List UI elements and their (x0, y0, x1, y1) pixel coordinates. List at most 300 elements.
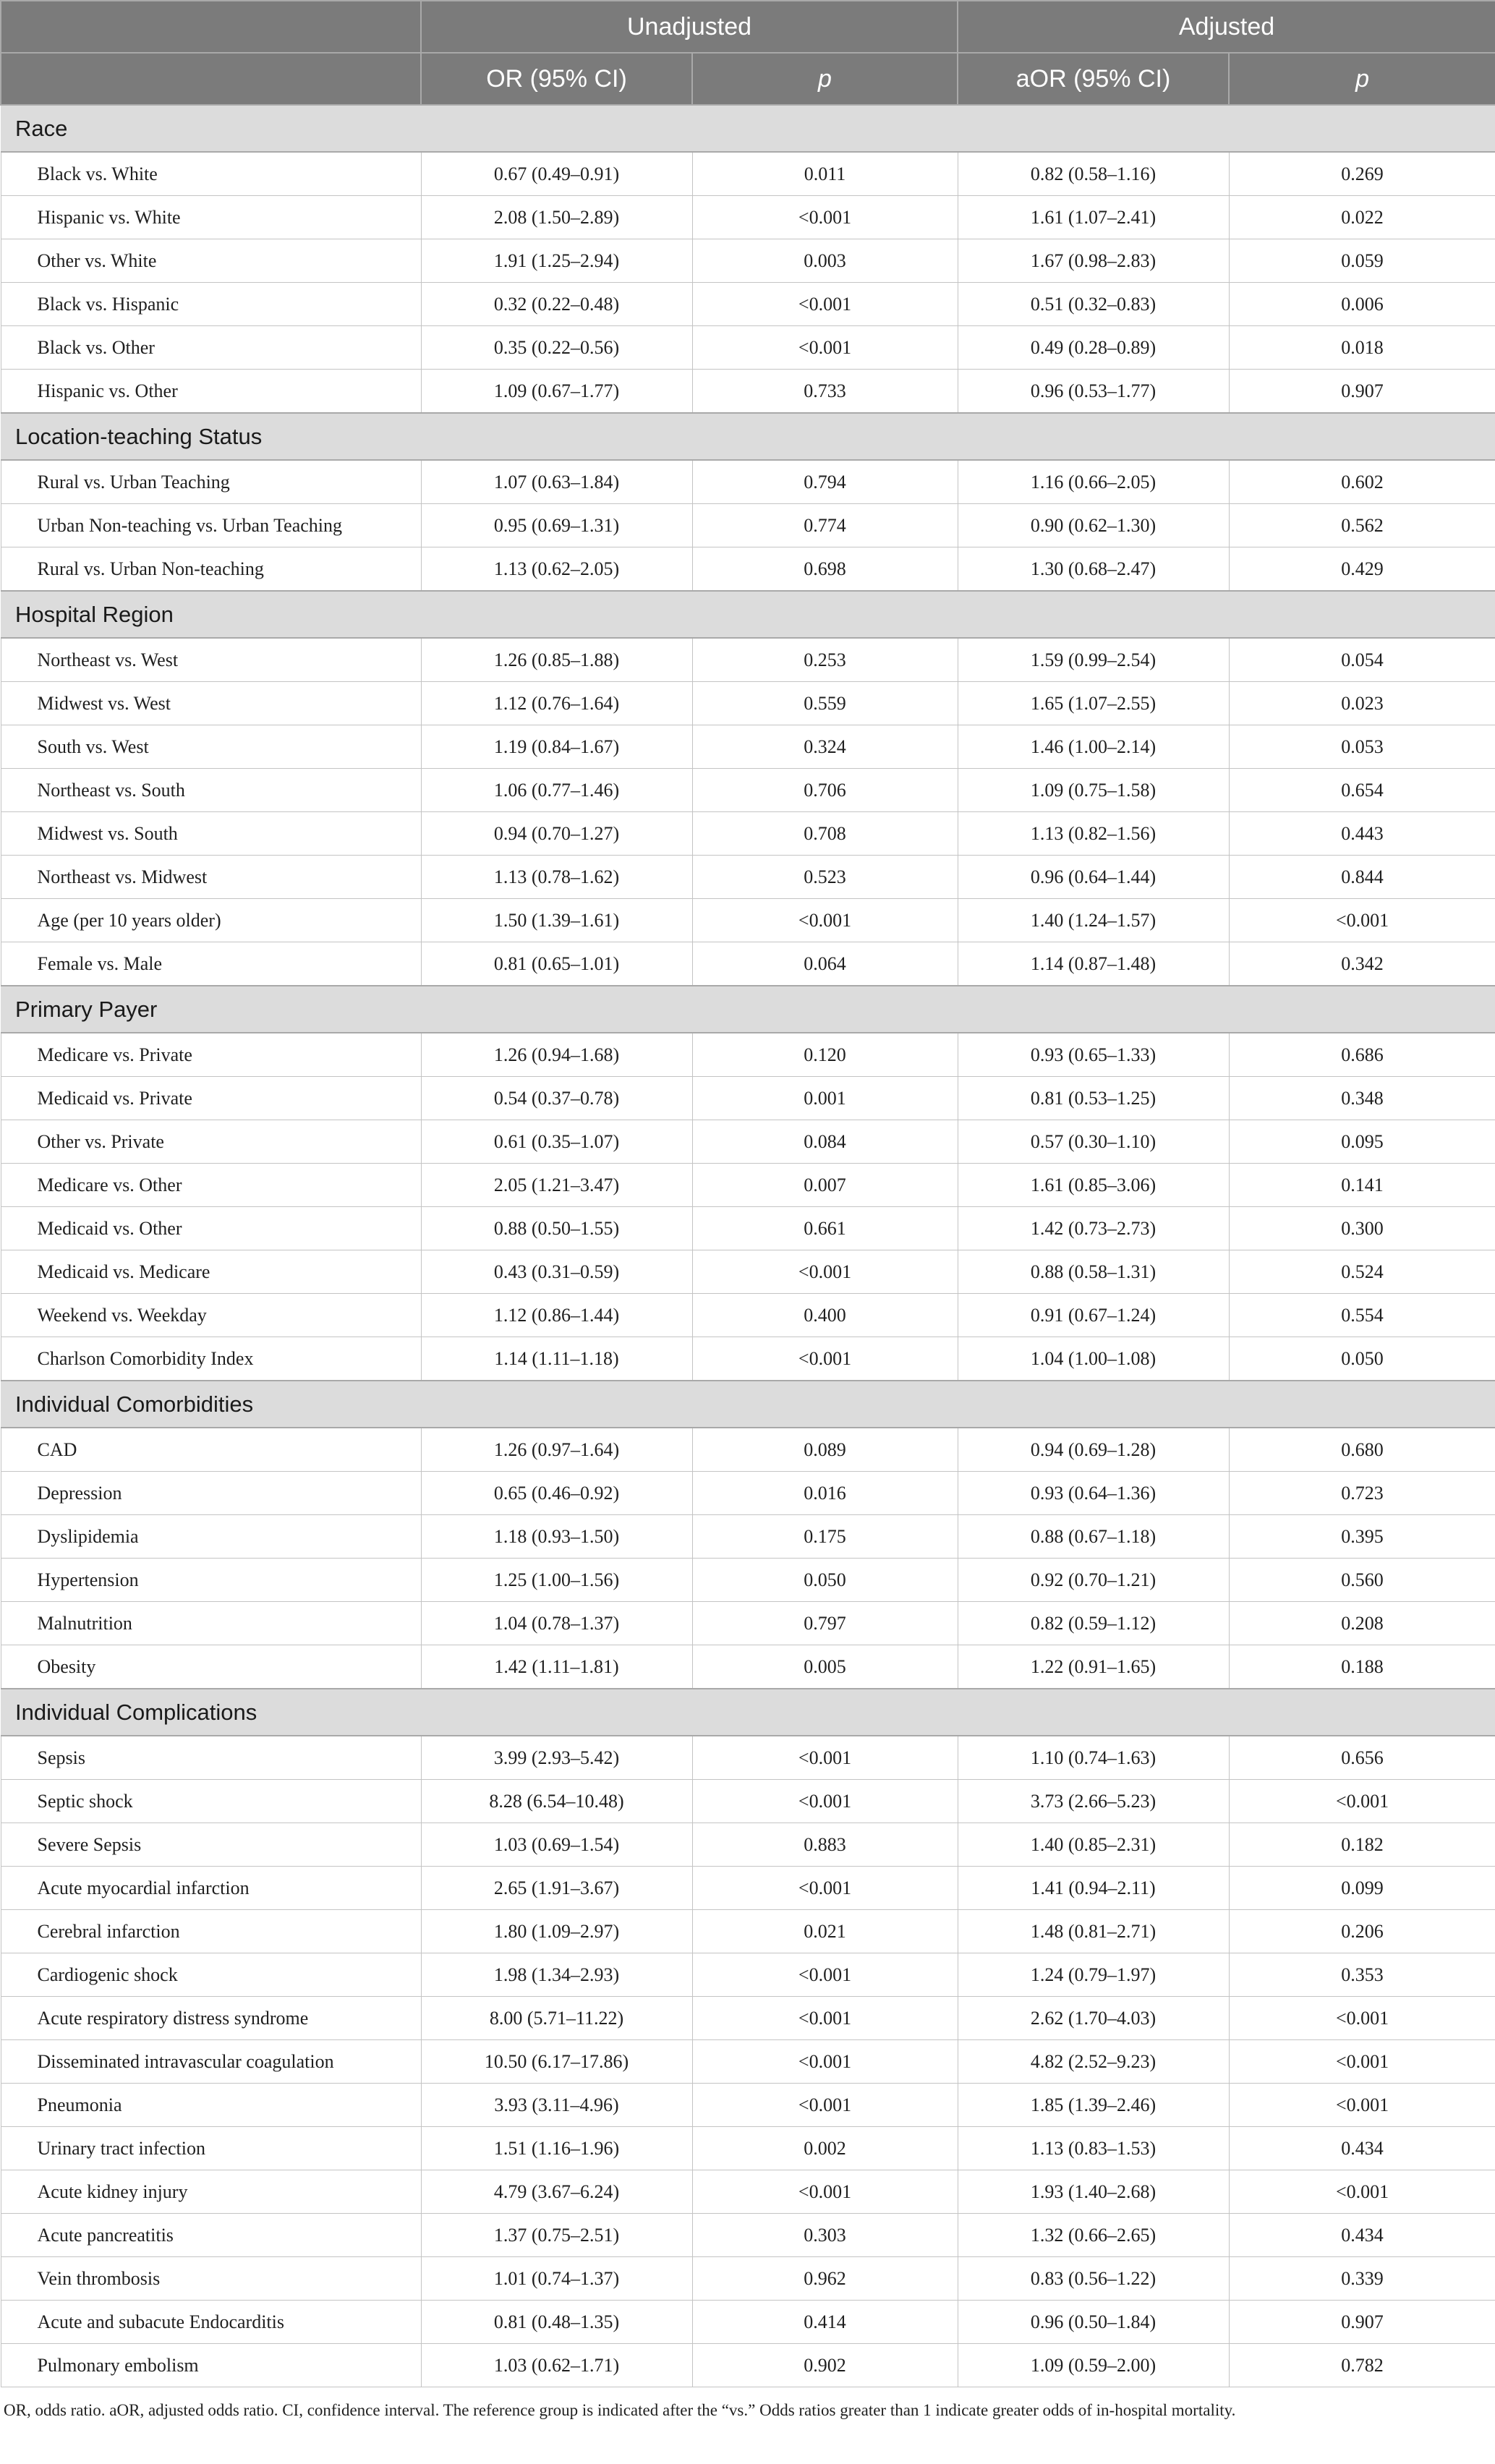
p-value-unadjusted: <0.001 (692, 283, 958, 326)
p-value-adjusted: 0.208 (1229, 1602, 1495, 1645)
p-value-adjusted: 0.206 (1229, 1910, 1495, 1953)
p-value-unadjusted: 0.559 (692, 682, 958, 725)
aor-ci-value: 0.91 (0.67–1.24) (958, 1294, 1229, 1337)
aor-ci-value: 0.96 (0.50–1.84) (958, 2301, 1229, 2344)
row-label: Northeast vs. South (1, 769, 421, 812)
or-ci-value: 1.03 (0.62–1.71) (421, 2344, 692, 2387)
aor-ci-value: 1.41 (0.94–2.11) (958, 1867, 1229, 1910)
or-ci-value: 3.99 (2.93–5.42) (421, 1736, 692, 1780)
or-ci-value: 0.43 (0.31–0.59) (421, 1250, 692, 1294)
aor-ci-value: 1.59 (0.99–2.54) (958, 638, 1229, 682)
p-value-adjusted: 0.095 (1229, 1120, 1495, 1164)
p-value-unadjusted: 0.523 (692, 856, 958, 899)
p-value-adjusted: 0.524 (1229, 1250, 1495, 1294)
row-label: Medicaid vs. Other (1, 1207, 421, 1250)
row-label: Cardiogenic shock (1, 1953, 421, 1997)
row-label: Obesity (1, 1645, 421, 1689)
table-row (1, 2301, 1495, 2344)
p-value-unadjusted: 0.003 (692, 239, 958, 283)
table-row (1, 769, 1495, 812)
row-label: Midwest vs. South (1, 812, 421, 856)
p-value-adjusted: 0.342 (1229, 942, 1495, 986)
table-row (1, 1515, 1495, 1559)
aor-ci-value: 1.22 (0.91–1.65) (958, 1645, 1229, 1689)
table-row (1, 942, 1495, 986)
or-ci-value: 1.80 (1.09–2.97) (421, 1910, 692, 1953)
p-value-unadjusted: <0.001 (692, 2040, 958, 2084)
row-label: Cerebral infarction (1, 1910, 421, 1953)
table-row (1, 2084, 1495, 2127)
or-ci-value: 1.12 (0.76–1.64) (421, 682, 692, 725)
p-value-unadjusted: <0.001 (692, 2170, 958, 2214)
table-row (1, 1645, 1495, 1689)
p-value-unadjusted: <0.001 (692, 899, 958, 942)
table-row (1, 1997, 1495, 2040)
table-row (1, 1033, 1495, 1077)
section-title: Race (1, 105, 1495, 152)
p-value-adjusted: 0.907 (1229, 2301, 1495, 2344)
or-ci-value: 1.12 (0.86–1.44) (421, 1294, 692, 1337)
header-blank-2 (1, 53, 421, 105)
row-label: Pulmonary embolism (1, 2344, 421, 2387)
table-row (1, 283, 1495, 326)
p-value-unadjusted: 0.021 (692, 1910, 958, 1953)
row-label: Midwest vs. West (1, 682, 421, 725)
p-value-adjusted: 0.188 (1229, 1645, 1495, 1689)
p-value-adjusted: 0.562 (1229, 504, 1495, 547)
p-value-unadjusted: 0.774 (692, 504, 958, 547)
table-row (1, 2127, 1495, 2170)
p-value-adjusted: 0.348 (1229, 1077, 1495, 1120)
p-value-unadjusted: 0.661 (692, 1207, 958, 1250)
row-label: Black vs. Hispanic (1, 283, 421, 326)
or-ci-value: 1.14 (1.11–1.18) (421, 1337, 692, 1381)
p-value-adjusted: <0.001 (1229, 2040, 1495, 2084)
or-ci-value: 1.37 (0.75–2.51) (421, 2214, 692, 2257)
section-header-row (1, 986, 1495, 1033)
p-value-adjusted: 0.053 (1229, 725, 1495, 769)
row-label: CAD (1, 1428, 421, 1472)
row-label: Dyslipidemia (1, 1515, 421, 1559)
or-ci-value: 1.19 (0.84–1.67) (421, 725, 692, 769)
or-ci-value: 0.88 (0.50–1.55) (421, 1207, 692, 1250)
aor-ci-value: 4.82 (2.52–9.23) (958, 2040, 1229, 2084)
aor-ci-value: 1.67 (0.98–2.83) (958, 239, 1229, 283)
row-label: Rural vs. Urban Non-teaching (1, 547, 421, 592)
row-label: Female vs. Male (1, 942, 421, 986)
or-ci-value: 1.03 (0.69–1.54) (421, 1823, 692, 1867)
row-label: South vs. West (1, 725, 421, 769)
p-value-unadjusted: 0.050 (692, 1559, 958, 1602)
or-ci-value: 1.50 (1.39–1.61) (421, 899, 692, 942)
row-label: Acute pancreatitis (1, 2214, 421, 2257)
p-value-unadjusted: <0.001 (692, 1337, 958, 1381)
table-row (1, 1472, 1495, 1515)
aor-ci-value: 1.61 (1.07–2.41) (958, 196, 1229, 239)
aor-ci-value: 1.65 (1.07–2.55) (958, 682, 1229, 725)
p-value-unadjusted: 0.002 (692, 2127, 958, 2170)
table-row (1, 1559, 1495, 1602)
table-row (1, 1780, 1495, 1823)
row-label: Other vs. Private (1, 1120, 421, 1164)
row-label: Urinary tract infection (1, 2127, 421, 2170)
section-title: Hospital Region (1, 591, 1495, 638)
table-row (1, 239, 1495, 283)
p-value-unadjusted: <0.001 (692, 1953, 958, 1997)
p-value-unadjusted: <0.001 (692, 1780, 958, 1823)
p-value-unadjusted: 0.797 (692, 1602, 958, 1645)
p-value-unadjusted: 0.089 (692, 1428, 958, 1472)
p-value-unadjusted: 0.120 (692, 1033, 958, 1077)
header-aor-ci: aOR (95% CI) (958, 53, 1229, 105)
or-ci-value: 0.61 (0.35–1.07) (421, 1120, 692, 1164)
footnote-row (1, 2387, 1495, 2426)
p-value-adjusted: 0.656 (1229, 1736, 1495, 1780)
aor-ci-value: 0.96 (0.53–1.77) (958, 370, 1229, 414)
table-footnote: OR, odds ratio. aOR, adjusted odds ratio. CI, confidence interval. The reference group is indicated after the “vs.” Odds ratios greater than 1 indicate greater odds of in-hospital mortality. (4, 2401, 1236, 2419)
aor-ci-value: 0.88 (0.58–1.31) (958, 1250, 1229, 1294)
table-header (1, 1, 1495, 105)
aor-ci-value: 1.46 (1.00–2.14) (958, 725, 1229, 769)
or-ci-value: 1.98 (1.34–2.93) (421, 1953, 692, 1997)
p-value-adjusted: 0.560 (1229, 1559, 1495, 1602)
row-label: Hispanic vs. Other (1, 370, 421, 414)
table-row (1, 1867, 1495, 1910)
p-value-unadjusted: <0.001 (692, 1867, 958, 1910)
or-ci-value: 0.67 (0.49–0.91) (421, 152, 692, 196)
aor-ci-value: 0.88 (0.67–1.18) (958, 1515, 1229, 1559)
row-label: Medicare vs. Private (1, 1033, 421, 1077)
aor-ci-value: 1.32 (0.66–2.65) (958, 2214, 1229, 2257)
section-header-row (1, 1381, 1495, 1428)
header-p-adjusted: p (1229, 53, 1495, 105)
aor-ci-value: 0.82 (0.59–1.12) (958, 1602, 1229, 1645)
aor-ci-value: 1.40 (0.85–2.31) (958, 1823, 1229, 1867)
row-label: Vein thrombosis (1, 2257, 421, 2301)
or-ci-value: 1.26 (0.97–1.64) (421, 1428, 692, 1472)
or-ci-value: 2.08 (1.50–2.89) (421, 196, 692, 239)
table-row (1, 2040, 1495, 2084)
row-label: Disseminated intravascular coagulation (1, 2040, 421, 2084)
row-label: Age (per 10 years older) (1, 899, 421, 942)
aor-ci-value: 1.13 (0.82–1.56) (958, 812, 1229, 856)
p-value-adjusted: 0.782 (1229, 2344, 1495, 2387)
table-row (1, 547, 1495, 592)
p-value-unadjusted: 0.324 (692, 725, 958, 769)
section-header-row (1, 1689, 1495, 1736)
aor-ci-value: 0.51 (0.32–0.83) (958, 283, 1229, 326)
or-ci-value: 0.32 (0.22–0.48) (421, 283, 692, 326)
table-row (1, 1910, 1495, 1953)
aor-ci-value: 1.10 (0.74–1.63) (958, 1736, 1229, 1780)
p-value-adjusted: 0.429 (1229, 547, 1495, 592)
row-label: Charlson Comorbidity Index (1, 1337, 421, 1381)
table-row (1, 1250, 1495, 1294)
or-ci-value: 3.93 (3.11–4.96) (421, 2084, 692, 2127)
aor-ci-value: 0.92 (0.70–1.21) (958, 1559, 1229, 1602)
p-value-unadjusted: 0.084 (692, 1120, 958, 1164)
header-blank (1, 1, 421, 53)
row-label: Black vs. Other (1, 326, 421, 370)
or-ci-value: 8.00 (5.71–11.22) (421, 1997, 692, 2040)
row-label: Acute myocardial infarction (1, 1867, 421, 1910)
p-value-unadjusted: <0.001 (692, 1736, 958, 1780)
table-row (1, 638, 1495, 682)
p-value-adjusted: <0.001 (1229, 2084, 1495, 2127)
aor-ci-value: 3.73 (2.66–5.23) (958, 1780, 1229, 1823)
p-value-unadjusted: 0.175 (692, 1515, 958, 1559)
or-ci-value: 1.09 (0.67–1.77) (421, 370, 692, 414)
aor-ci-value: 1.42 (0.73–2.73) (958, 1207, 1229, 1250)
p-value-adjusted: 0.686 (1229, 1033, 1495, 1077)
row-label: Septic shock (1, 1780, 421, 1823)
row-label: Medicare vs. Other (1, 1164, 421, 1207)
p-value-unadjusted: 0.414 (692, 2301, 958, 2344)
p-value-unadjusted: 0.016 (692, 1472, 958, 1515)
table-row (1, 2344, 1495, 2387)
header-unadjusted: Unadjusted (421, 1, 958, 53)
table-row (1, 1953, 1495, 1997)
row-label: Hypertension (1, 1559, 421, 1602)
or-ci-value: 0.54 (0.37–0.78) (421, 1077, 692, 1120)
table-row (1, 1337, 1495, 1381)
p-value-adjusted: 0.434 (1229, 2127, 1495, 2170)
row-label: Hispanic vs. White (1, 196, 421, 239)
row-label: Malnutrition (1, 1602, 421, 1645)
or-ci-value: 1.06 (0.77–1.46) (421, 769, 692, 812)
or-ci-value: 2.65 (1.91–3.67) (421, 1867, 692, 1910)
row-label: Acute respiratory distress syndrome (1, 1997, 421, 2040)
aor-ci-value: 0.96 (0.64–1.44) (958, 856, 1229, 899)
p-value-unadjusted: <0.001 (692, 1997, 958, 2040)
aor-ci-value: 0.90 (0.62–1.30) (958, 504, 1229, 547)
or-ci-value: 10.50 (6.17–17.86) (421, 2040, 692, 2084)
header-adjusted: Adjusted (958, 1, 1495, 53)
p-value-unadjusted: <0.001 (692, 326, 958, 370)
table-row (1, 682, 1495, 725)
p-value-unadjusted: 0.962 (692, 2257, 958, 2301)
table-row (1, 2257, 1495, 2301)
row-label: Medicaid vs. Private (1, 1077, 421, 1120)
aor-ci-value: 1.61 (0.85–3.06) (958, 1164, 1229, 1207)
or-ci-value: 1.51 (1.16–1.96) (421, 2127, 692, 2170)
or-ci-value: 1.25 (1.00–1.56) (421, 1559, 692, 1602)
p-value-adjusted: 0.339 (1229, 2257, 1495, 2301)
p-value-adjusted: 0.395 (1229, 1515, 1495, 1559)
table-row (1, 370, 1495, 414)
row-label: Acute kidney injury (1, 2170, 421, 2214)
p-value-adjusted: 0.844 (1229, 856, 1495, 899)
p-value-adjusted: 0.023 (1229, 682, 1495, 725)
row-label: Northeast vs. Midwest (1, 856, 421, 899)
row-label: Rural vs. Urban Teaching (1, 460, 421, 504)
aor-ci-value: 1.14 (0.87–1.48) (958, 942, 1229, 986)
p-value-unadjusted: 0.902 (692, 2344, 958, 2387)
p-value-adjusted: <0.001 (1229, 2170, 1495, 2214)
row-label: Sepsis (1, 1736, 421, 1780)
aor-ci-value: 1.16 (0.66–2.05) (958, 460, 1229, 504)
p-value-unadjusted: 0.001 (692, 1077, 958, 1120)
or-ci-value: 0.94 (0.70–1.27) (421, 812, 692, 856)
p-value-unadjusted: 0.007 (692, 1164, 958, 1207)
table-row (1, 1294, 1495, 1337)
p-value-unadjusted: 0.733 (692, 370, 958, 414)
or-ci-value: 1.18 (0.93–1.50) (421, 1515, 692, 1559)
aor-ci-value: 1.04 (1.00–1.08) (958, 1337, 1229, 1381)
p-value-adjusted: 0.099 (1229, 1867, 1495, 1910)
p-value-unadjusted: 0.064 (692, 942, 958, 986)
table-row (1, 856, 1495, 899)
p-value-unadjusted: <0.001 (692, 1250, 958, 1294)
row-label: Pneumonia (1, 2084, 421, 2127)
or-ci-value: 1.26 (0.94–1.68) (421, 1033, 692, 1077)
p-value-adjusted: 0.269 (1229, 152, 1495, 196)
p-value-unadjusted: 0.794 (692, 460, 958, 504)
p-value-adjusted: 0.054 (1229, 638, 1495, 682)
p-value-adjusted: 0.050 (1229, 1337, 1495, 1381)
row-label: Weekend vs. Weekday (1, 1294, 421, 1337)
p-value-adjusted: 0.654 (1229, 769, 1495, 812)
aor-ci-value: 0.83 (0.56–1.22) (958, 2257, 1229, 2301)
table-row (1, 1077, 1495, 1120)
p-value-adjusted: <0.001 (1229, 1997, 1495, 2040)
or-ci-value: 1.13 (0.62–2.05) (421, 547, 692, 592)
or-ci-value: 4.79 (3.67–6.24) (421, 2170, 692, 2214)
header-row-groups (1, 1, 1495, 53)
p-value-adjusted: 0.723 (1229, 1472, 1495, 1515)
table-row (1, 326, 1495, 370)
or-ci-value: 1.26 (0.85–1.88) (421, 638, 692, 682)
aor-ci-value: 1.09 (0.59–2.00) (958, 2344, 1229, 2387)
header-p-unadjusted: p (692, 53, 958, 105)
table-row (1, 2214, 1495, 2257)
section-header-row (1, 413, 1495, 460)
table-row (1, 1823, 1495, 1867)
or-ci-value: 0.35 (0.22–0.56) (421, 326, 692, 370)
p-value-unadjusted: 0.400 (692, 1294, 958, 1337)
p-value-unadjusted: 0.011 (692, 152, 958, 196)
table-row (1, 1602, 1495, 1645)
or-ci-value: 1.13 (0.78–1.62) (421, 856, 692, 899)
or-ci-value: 1.91 (1.25–2.94) (421, 239, 692, 283)
or-ci-value: 0.95 (0.69–1.31) (421, 504, 692, 547)
row-label: Other vs. White (1, 239, 421, 283)
table-row (1, 1207, 1495, 1250)
table-row (1, 504, 1495, 547)
section-title: Individual Complications (1, 1689, 1495, 1736)
p-value-adjusted: 0.554 (1229, 1294, 1495, 1337)
or-ci-value: 1.07 (0.63–1.84) (421, 460, 692, 504)
section-title: Individual Comorbidities (1, 1381, 1495, 1428)
p-value-unadjusted: 0.706 (692, 769, 958, 812)
aor-ci-value: 1.24 (0.79–1.97) (958, 1953, 1229, 1997)
p-value-adjusted: 0.907 (1229, 370, 1495, 414)
section-title: Location-teaching Status (1, 413, 1495, 460)
p-value-unadjusted: 0.303 (692, 2214, 958, 2257)
aor-ci-value: 0.57 (0.30–1.10) (958, 1120, 1229, 1164)
p-value-adjusted: <0.001 (1229, 899, 1495, 942)
p-value-adjusted: 0.059 (1229, 239, 1495, 283)
p-value-unadjusted: 0.253 (692, 638, 958, 682)
or-ci-value: 0.81 (0.65–1.01) (421, 942, 692, 986)
table-row (1, 1164, 1495, 1207)
row-label: Depression (1, 1472, 421, 1515)
aor-ci-value: 0.93 (0.64–1.36) (958, 1472, 1229, 1515)
aor-ci-value: 1.30 (0.68–2.47) (958, 547, 1229, 592)
table-row (1, 1736, 1495, 1780)
p-value-adjusted: 0.300 (1229, 1207, 1495, 1250)
aor-ci-value: 1.85 (1.39–2.46) (958, 2084, 1229, 2127)
row-label: Acute and subacute Endocarditis (1, 2301, 421, 2344)
aor-ci-value: 1.09 (0.75–1.58) (958, 769, 1229, 812)
p-value-adjusted: 0.182 (1229, 1823, 1495, 1867)
p-value-unadjusted: <0.001 (692, 2084, 958, 2127)
aor-ci-value: 2.62 (1.70–4.03) (958, 1997, 1229, 2040)
p-value-adjusted: 0.680 (1229, 1428, 1495, 1472)
aor-ci-value: 0.82 (0.58–1.16) (958, 152, 1229, 196)
p-value-adjusted: 0.006 (1229, 283, 1495, 326)
p-value-adjusted: 0.434 (1229, 2214, 1495, 2257)
or-ci-value: 1.42 (1.11–1.81) (421, 1645, 692, 1689)
table-row (1, 725, 1495, 769)
table-row (1, 196, 1495, 239)
section-header-row (1, 105, 1495, 152)
p-value-adjusted: 0.018 (1229, 326, 1495, 370)
p-value-unadjusted: <0.001 (692, 196, 958, 239)
section-title: Primary Payer (1, 986, 1495, 1033)
p-value-unadjusted: 0.005 (692, 1645, 958, 1689)
header-or-ci: OR (95% CI) (421, 53, 692, 105)
aor-ci-value: 0.81 (0.53–1.25) (958, 1077, 1229, 1120)
aor-ci-value: 1.40 (1.24–1.57) (958, 899, 1229, 942)
p-value-unadjusted: 0.708 (692, 812, 958, 856)
or-ci-value: 0.81 (0.48–1.35) (421, 2301, 692, 2344)
table-body (1, 105, 1495, 2425)
p-value-unadjusted: 0.883 (692, 1823, 958, 1867)
p-value-unadjusted: 0.698 (692, 547, 958, 592)
section-header-row (1, 591, 1495, 638)
or-ci-value: 0.65 (0.46–0.92) (421, 1472, 692, 1515)
p-value-adjusted: <0.001 (1229, 1780, 1495, 1823)
aor-ci-value: 0.93 (0.65–1.33) (958, 1033, 1229, 1077)
or-ci-value: 1.04 (0.78–1.37) (421, 1602, 692, 1645)
aor-ci-value: 1.48 (0.81–2.71) (958, 1910, 1229, 1953)
aor-ci-value: 0.94 (0.69–1.28) (958, 1428, 1229, 1472)
table-row (1, 1120, 1495, 1164)
aor-ci-value: 1.13 (0.83–1.53) (958, 2127, 1229, 2170)
table-row (1, 152, 1495, 196)
table-row (1, 812, 1495, 856)
row-label: Black vs. White (1, 152, 421, 196)
p-value-adjusted: 0.353 (1229, 1953, 1495, 1997)
table-row (1, 460, 1495, 504)
table-row (1, 899, 1495, 942)
row-label: Medicaid vs. Medicare (1, 1250, 421, 1294)
p-value-adjusted: 0.141 (1229, 1164, 1495, 1207)
row-label: Urban Non-teaching vs. Urban Teaching (1, 504, 421, 547)
aor-ci-value: 1.93 (1.40–2.68) (958, 2170, 1229, 2214)
row-label: Severe Sepsis (1, 1823, 421, 1867)
aor-ci-value: 0.49 (0.28–0.89) (958, 326, 1229, 370)
or-ci-value: 2.05 (1.21–3.47) (421, 1164, 692, 1207)
header-row-columns (1, 53, 1495, 105)
p-value-adjusted: 0.022 (1229, 196, 1495, 239)
p-value-adjusted: 0.602 (1229, 460, 1495, 504)
or-ci-value: 1.01 (0.74–1.37) (421, 2257, 692, 2301)
table-row (1, 1428, 1495, 1472)
row-label: Northeast vs. West (1, 638, 421, 682)
table-row (1, 2170, 1495, 2214)
